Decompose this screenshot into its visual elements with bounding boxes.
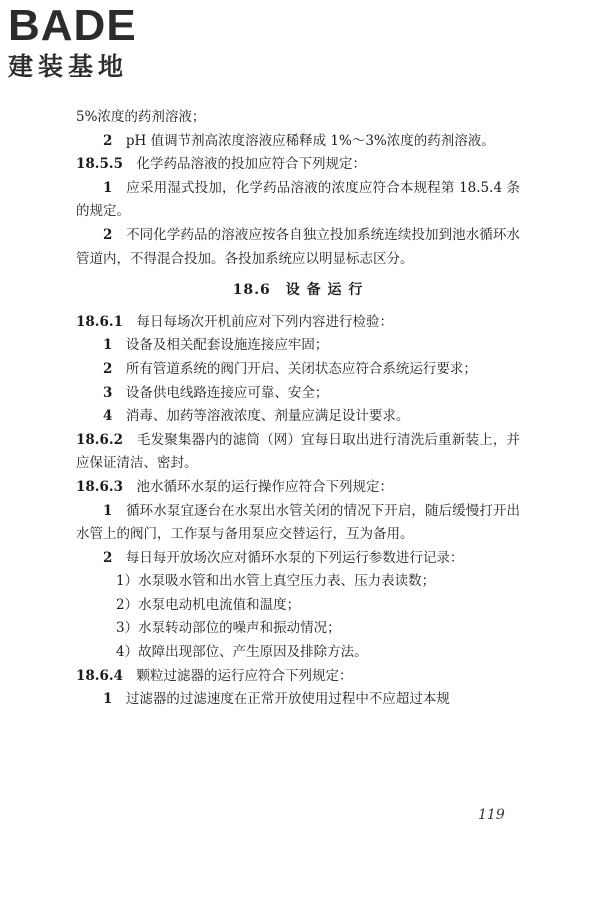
- list-item: 1 应采用湿式投加，化学药品溶液的浓度应符合本规程第 18.5.4 条的规定。: [76, 179, 521, 220]
- list-item: 2 每日每开放场次应对循环水泵的下列运行参数进行记录：: [103, 549, 464, 566]
- clause-18-6-4: 18.6.4 颗粒过滤器的运行应符合下列规定：: [76, 667, 353, 684]
- section-heading: 18.6 设 备 运 行: [232, 282, 364, 299]
- clause-18-6-2: 18.6.2 毛发聚集器内的滤筒（网）宜每日取出进行清洗后重新装上，并应保证清洁、密封。: [76, 431, 521, 472]
- list-item: 1 过滤器的过滤速度在正常开放使用过程中不应超过本规: [103, 691, 450, 708]
- logo-subtitle: 建装基地: [8, 52, 129, 81]
- clause-18-6-3: 18.6.3 池水循环水泵的运行操作应符合下列规定：: [76, 478, 393, 495]
- list-item: 1 设备及相关配套设施连接应牢固；: [103, 337, 329, 354]
- list-item: 2 所有管道系统的阀门开启、关闭状态应符合系统运行要求；: [103, 360, 477, 377]
- clause-18-5-5: 18.5.5 化学药品溶液的投加应符合下列规定：: [76, 156, 366, 173]
- list-item: 4 消毒、加药等溶液浓度、剂量应满足设计要求。: [103, 408, 410, 425]
- page-body: [76, 106, 520, 712]
- list-item: 2 不同化学药品的溶液应按各自独立投加系统连续投加到池水循环水管道内，不得混合投加。各投加系统应以明显标志区分。: [76, 226, 521, 267]
- sub-item: 4）故障出现部位、产生原因及排除方法。: [116, 644, 368, 661]
- logo-brand: BADE: [8, 1, 137, 50]
- sub-item: 2）水泵电动机电流值和温度；: [116, 596, 301, 613]
- clause-18-6-1: 18.6.1 每日每场次开机前应对下列内容进行检验：: [76, 313, 393, 330]
- list-item: 1 循环水泵宜逐台在水泵出水管关闭的情况下开启，随后缓慢打开出水管上的阀门，工作泵与备用泵应交替运行，互为备用。: [76, 502, 521, 543]
- list-item: 3 设备供电线路连接应可靠、安全；: [103, 384, 329, 401]
- sub-item: 1）水泵吸水管和出水管上真空压力表、压力表读数；: [116, 573, 436, 590]
- page-number: 119: [478, 807, 505, 823]
- text-line: 5%浓度的药剂溶液；: [76, 109, 206, 125]
- list-item: 2 pH 值调节剂高浓度溶液应稀释成 1%～3%浓度的药剂溶液。: [103, 132, 495, 149]
- bade-logo: [8, 1, 178, 88]
- sub-item: 3）水泵转动部位的噪声和振动情况；: [116, 620, 341, 637]
